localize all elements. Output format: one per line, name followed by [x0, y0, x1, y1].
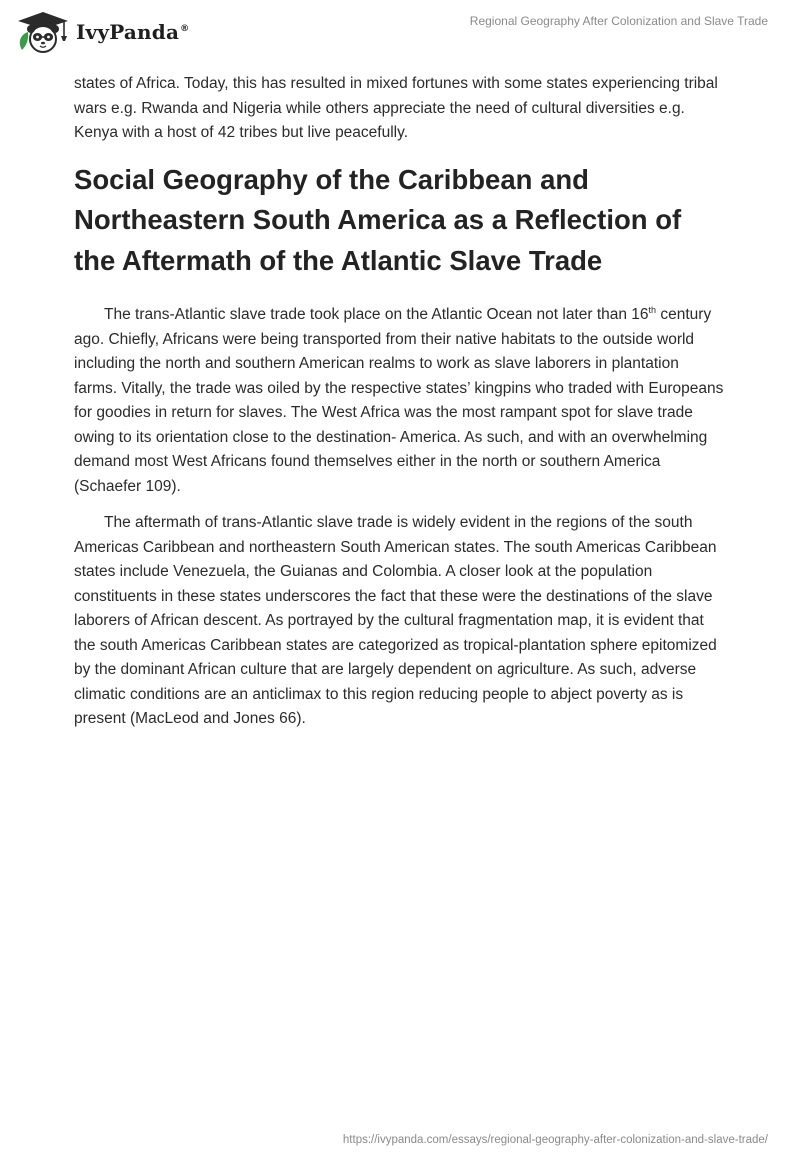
body-paragraph-1	[74, 303, 724, 499]
section-heading: Social Geography of the Caribbean and Northeastern South America as a Reflection of the Aftermath of the Atlantic Slave Trade	[74, 163, 682, 276]
body-paragraph-2: The aftermath of trans-Atlantic slave trade is widely evident in the regions of the south Americas Caribbean and northeastern South American states. The south Americas Caribbean states include Venezuela, the Guianas and Colombia. A closer look at the population constituents in these states underscores the fact that these were the destinations of the slave laborers of African descent. As portrayed by the cultural fragmentation map, it is evident that the south Americas Caribbean states are categorized as tropical-plantation sphere epitomized by the dominant African culture that are largely dependent on agriculture. As such, adverse climatic conditions are an anticlimax to this region reducing people to abject poverty as is present (MacLeod and Jones 66).	[74, 514, 717, 727]
panda-mascot-icon	[14, 10, 72, 54]
page-header	[0, 0, 800, 66]
essay-content	[74, 72, 724, 732]
registered-mark: ®	[180, 24, 190, 35]
brand-logo[interactable]	[14, 10, 189, 54]
paragraph-1-text-end: century ago. Chiefly, Africans were being transported from their native habitats to the outside world including the north and southern American realms to work as slave laborers in plantation farms. Vitally, the trade was oiled by the respective states’ kingpins who traded with Europeans for goodies in return for slaves. The West Africa was the most rampant spot for slave trade owing to its orientation close to the destination- America. As such, and with an overwhelming demand most West Africans found themselves either in the north or southern America (Schaefer 109).	[74, 306, 724, 495]
document-title: Regional Geography After Colonization and Slave Trade	[469, 14, 768, 28]
superscript-th: th	[648, 304, 657, 315]
source-url-link[interactable]: https://ivypanda.com/essays/regional-geography-after-colonization-and-slave-trade/	[342, 1134, 768, 1146]
brand-name: IvyPanda®	[76, 20, 190, 44]
intro-paragraph: states of Africa. Today, this has resulted in mixed fortunes with some states experiencing tribal wars e.g. Rwanda and Nigeria while others appreciate the need of cultural diversities e.g. Kenya with a host of 42 tribes but live peacefully.	[74, 75, 718, 141]
paragraph-1-text-start: The trans-Atlantic slave trade took place on the Atlantic Ocean not later than 16	[104, 306, 649, 323]
